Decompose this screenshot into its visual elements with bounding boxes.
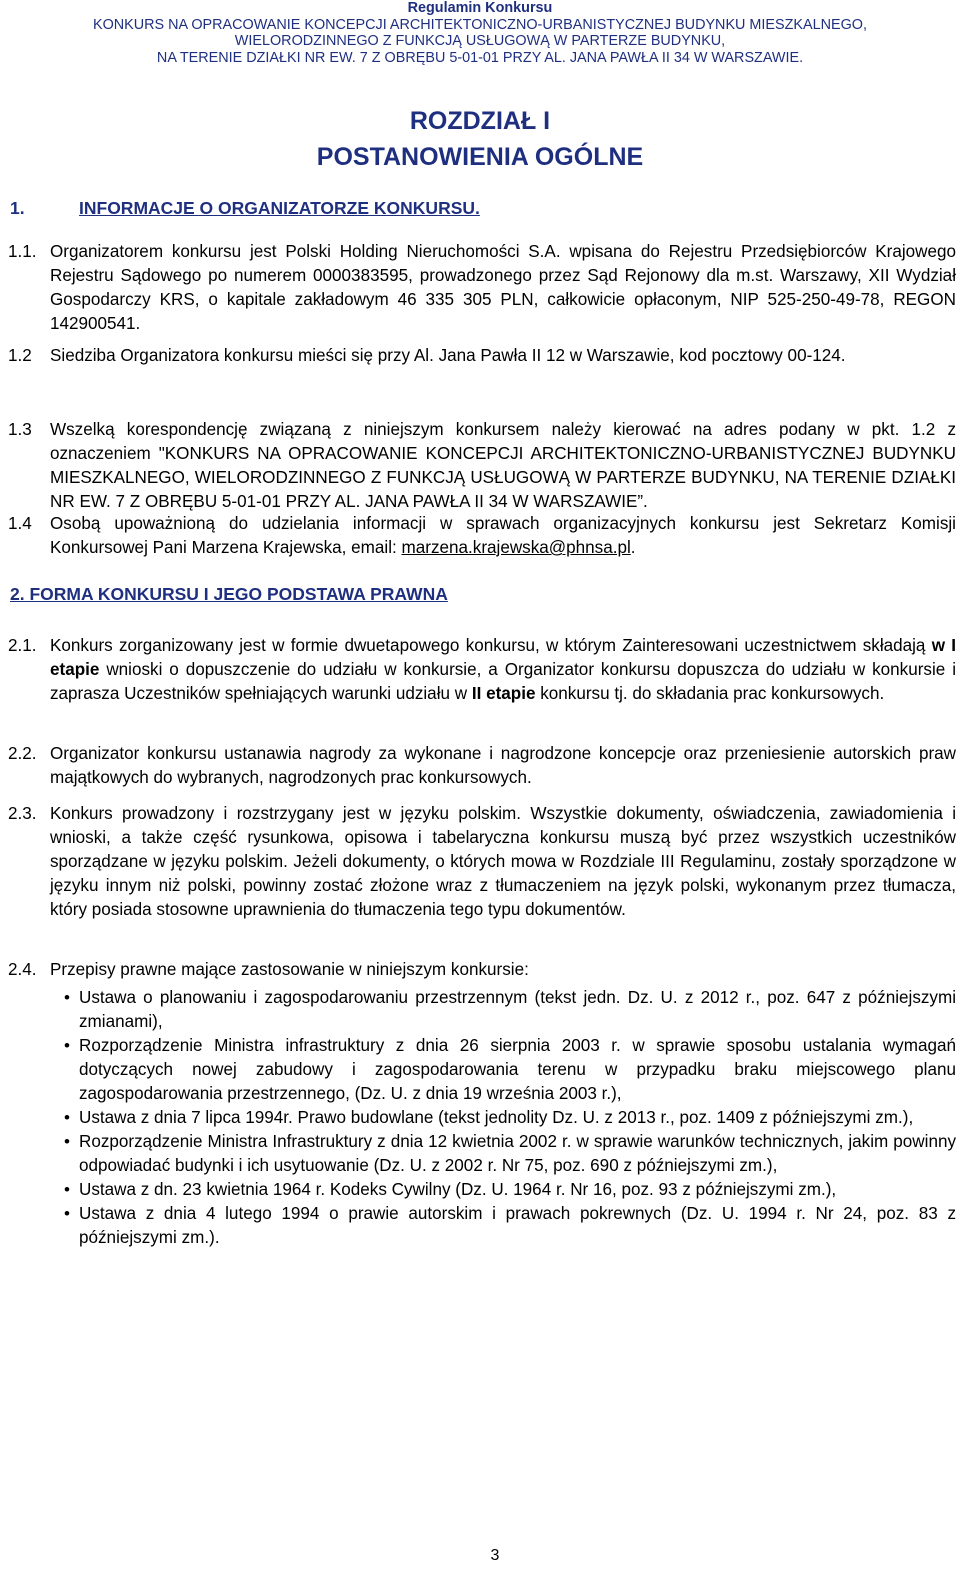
section-2-heading (10, 584, 448, 605)
chapter-title: ROZDZIAŁ I (409, 107, 551, 135)
paragraph-1-1 (8, 240, 956, 336)
paragraph-text (50, 512, 956, 560)
paragraph-1-2 (8, 344, 956, 368)
paragraph-number: 2.4. (8, 960, 37, 979)
paragraph-number: 1.3 (8, 420, 32, 439)
list-item: • Rozporządzenie Ministra Infrastruktury z dnia 12 kwietnia 2002 r. w sprawie warunków technicznych, jakim powinny odpowiadać budynki i ich usytuowanie (Dz. U. z 2002 r. Nr 75, poz. 690 z późniejszymi zm.), (64, 1130, 956, 1178)
section-1-heading (10, 198, 480, 219)
paragraph-text: Przepisy prawne mające zastosowanie w niniejszym konkursie: (50, 960, 529, 979)
paragraph-number: 2.3. (8, 804, 37, 823)
document-title: Regulamin Konkursu (407, 0, 553, 16)
paragraph-text: Siedziba Organizatora konkursu mieści się przy Al. Jana Pawła II 12 w Warszawie, kod pocztowy 00-124. (50, 346, 846, 365)
list-item: • Ustawa z dnia 4 lutego 1994 o prawie autorskim i prawach pokrewnych (Dz. U. 1994 r. Nr 24, poz. 83 z późniejszymi zm.). (64, 1202, 956, 1250)
paragraph-number: 1.1. (8, 242, 37, 261)
paragraph-1-4-end: . (630, 538, 636, 557)
header-line-2: WIELORODZINNEGO Z FUNKCJĄ USŁUGOWĄ W PARTERZE BUDYNKU, (234, 33, 726, 49)
text-run: Konkurs zorganizowany jest w formie dwuetapowego konkursu, w którym Zainteresowani uczestnictwem składają (50, 636, 926, 655)
page-header (0, 0, 960, 66)
paragraph-text: Konkurs prowadzony i rozstrzygany jest w języku polskim. Wszystkie dokumenty, oświadczenia, zawiadomienia i wnioski, a także część rysunkowa, opisowa i tabelaryczna konkursu muszą być przez wszystkich uczestników sporządzane w języku polskim. Jeżeli dokumenty, o których mowa w Rozdziale III Regulaminu, zostały sporządzone w języku innym niż polski, powinny zostać złożone wraz z tłumaczeniem na język polski, wykonanym przez tłumacza, który posiada stosowne uprawnienia do tłumaczenia tego typu dokumentów. (50, 804, 956, 919)
paragraph-text (50, 634, 956, 706)
paragraph-1-3 (8, 418, 956, 514)
paragraph-number: 2.1. (8, 636, 37, 655)
bold-text: w I etapie (50, 636, 957, 679)
legal-basis-list (64, 986, 956, 1250)
section-2-title: 2. FORMA KONKURSU I JEGO PODSTAWA PRAWNA (10, 584, 448, 604)
paragraph-text: Organizatorem konkursu jest Polski Holding Nieruchomości S.A. wpisana do Rejestru Przedsiębiorców Krajowego Rejestru Sądowego po numerem 0000383595, prowadzonego przez Sąd Rejonowy dla m.st. Warszawy, XII Wydział Gospodarczy KRS, o kapitale zakładowym 46 335 305 PLN, całkowicie opłaconym, NIP 525-250-49-78, REGON 142900541. (50, 242, 956, 333)
paragraph-1-4-text: Osobą upoważnioną do udzielania informacji w sprawach organizacyjnych konkursu jest Sekretarz Komisji Konkursowej Pani Marzena Krajewska, email: (50, 514, 956, 557)
list-item: • Ustawa z dn. 23 kwietnia 1964 r. Kodeks Cywilny (Dz. U. 1964 r. Nr 16, poz. 93 z późniejszymi zm.), (64, 1178, 956, 1202)
paragraph-number: 2.2. (8, 744, 37, 763)
paragraph-text: Wszelką korespondencję związaną z niniejszym konkursem należy kierować na adres podany w pkt. 1.2 z oznaczeniem "KONKURS NA OPRACOWANIE KONCEPCJI ARCHITEKTONICZNO-URBANISTYCZNEJ BUDYNKU MIESZKALNEGO, WIELORODZINNEGO Z FUNKCJĄ USŁUGOWĄ W PARTERZE BUDYNKU, NA TERENIE DZIAŁKI NR EW. 7 Z OBRĘBU 5-01-01 PRZY AL. JANA PAWŁA II 34 W WARSZAWIE”. (50, 420, 956, 511)
paragraph-text: Organizator konkursu ustanawia nagrody za wykonane i nagrodzone koncepcje oraz przeniesienie autorskich praw majątkowych do wybranych, nagrodzonych prac konkursowych. (50, 744, 956, 787)
paragraph-2-1 (8, 634, 956, 706)
list-item: • Ustawa z dnia 7 lipca 1994r. Prawo budowlane (tekst jednolity Dz. U. z 2013 r., poz. 1409 z późniejszymi zm.), (64, 1106, 956, 1130)
paragraph-number: 1.4 (8, 514, 32, 533)
section-1-number: 1. (10, 198, 25, 218)
text-run: wnioski o dopuszczenie do udziału w konkursie, a Organizator konkursu dopuszcza do udziału w konkursie i zaprasza Uczestników spełniających warunki udziału w (50, 660, 956, 703)
page-number: 3 (490, 1547, 500, 1564)
bold-text: II etapie (471, 684, 536, 703)
paragraph-2-2 (8, 742, 956, 790)
paragraph-1-4 (8, 512, 956, 560)
email-link[interactable]: marzena.krajewska@phnsa.pl (401, 538, 631, 557)
text-run: konkursu tj. do składania prac konkursowych. (540, 684, 885, 703)
section-1-title: INFORMACJE O ORGANIZATORZE KONKURSU. (79, 198, 480, 218)
list-item: • Ustawa o planowaniu i zagospodarowaniu przestrzennym (tekst jedn. Dz. U. z 2012 r., poz. 647 z późniejszymi zmianami), (64, 986, 956, 1034)
paragraph-2-4 (8, 958, 956, 982)
header-line-3: NA TERENIE DZIAŁKI NR EW. 7 Z OBRĘBU 5-01-01 PRZY AL. JANA PAWŁA II 34 W WARSZAWIE. (156, 49, 804, 66)
chapter-subtitle: POSTANOWIENIA OGÓLNE (316, 143, 644, 171)
header-line-1: KONKURS NA OPRACOWANIE KONCEPCJI ARCHITEKTONICZNO-URBANISTYCZNEJ BUDYNKU MIESZKALNEGO, (92, 16, 867, 33)
paragraph-number: 1.2 (8, 346, 32, 365)
paragraph-2-3 (8, 802, 956, 922)
list-item: • Rozporządzenie Ministra infrastruktury z dnia 26 sierpnia 2003 r. w sprawie sposobu ustalania wymagań dotyczących nowej zabudowy i zagospodarowania terenu w przypadku braku miejscowego planu zagospodarowania przestrzennego, (Dz. U. z dnia 19 września 2003 r.), (64, 1034, 956, 1106)
